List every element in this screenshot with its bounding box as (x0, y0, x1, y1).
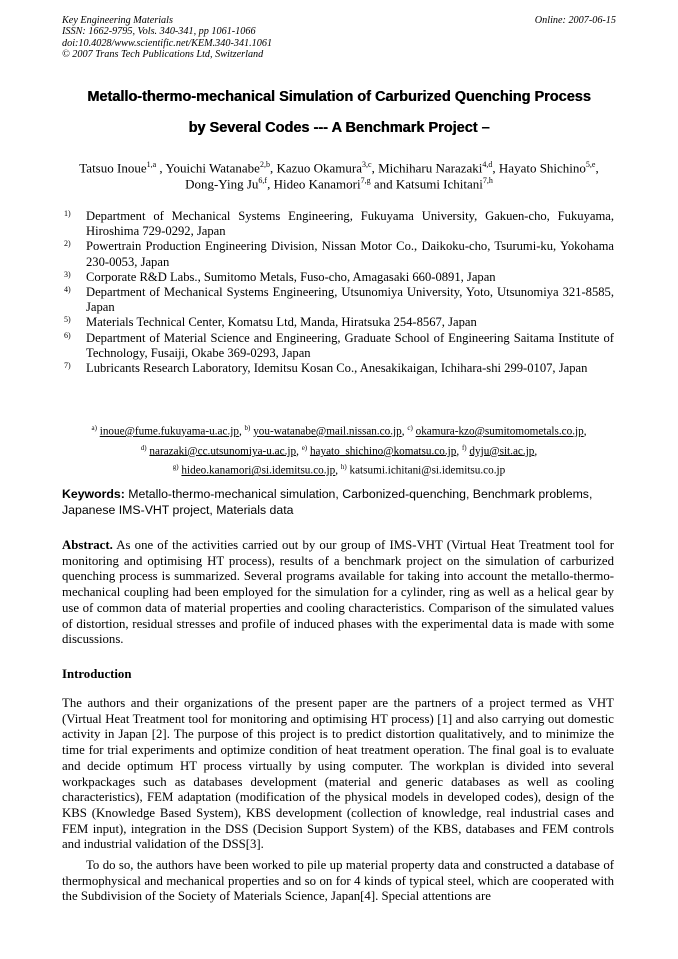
author-separator: and (370, 176, 396, 192)
author-sup: 3,c (362, 160, 372, 169)
affiliation-text: Lubricants Research Laboratory, Idemitsu Kosan Co., Anesakikaigan, Ichihara-shi 299-0107, Japan (86, 361, 588, 376)
author-name: Kazuo Okamura (276, 160, 363, 176)
author-separator: , (156, 160, 166, 176)
introduction-paragraph-2: To do so, the authors have been worked to pile up material property data and constructed a database of thermophysical and mechanical properties and so on for 4 kinds of typical steel, which are cooperated with the Subdivision of the Society of Materials Science, Japan[4]. Special attentions are (62, 858, 614, 904)
affiliation-item (64, 209, 614, 239)
email-link-d[interactable]: narazaki@cc.utsunomiya-u.ac.jp (149, 445, 297, 458)
affiliation-number: 7) (64, 361, 71, 371)
online-date: Online: 2007-06-15 (534, 15, 616, 26)
section-heading-introduction: Introduction (62, 667, 132, 681)
email-line-2: $^{d)}$ narazaki@cc.utsunomiya-u.ac.jp, $^{e)}$ hayato_shichino@komatsu.co.jp, $^{f)}$ dyju@sit.ac.jp, (140, 443, 538, 458)
author-separator: , (267, 176, 274, 192)
email-link-c[interactable]: okamura-kzo@sumitomometals.co.jp (415, 425, 584, 438)
author-sup: 2,b (259, 160, 270, 169)
doi-line: doi:10.4028/www.scientific.net/KEM.340-341.1061 (62, 37, 273, 49)
email-sup: e) (301, 443, 308, 452)
author-sup: 7,h (482, 176, 493, 185)
email-sup: f) (461, 443, 467, 452)
author-separator: , (595, 160, 599, 176)
email-link-b[interactable]: you-watanabe@mail.nissan.co.jp (253, 425, 402, 438)
email-sup: h) (340, 463, 347, 472)
email-link-a[interactable]: inoue@fume.fukuyama-u.ac.jp (99, 425, 239, 438)
author-name: Hayato Shichino (498, 160, 586, 176)
email-line-3: $^{g)}$ hideo.kanamori@si.idemitsu.co.jp, $^{h)}$ katsumi.ichitani@si.idemitsu.co.jp (172, 463, 506, 478)
affiliation-item (64, 315, 614, 330)
copyright-line: © 2007 Trans Tech Publications Ltd, Switzerland (62, 49, 264, 61)
email-sup: c) (407, 424, 413, 432)
affiliation-number: 5) (64, 315, 71, 325)
author-separator: , (371, 160, 379, 176)
affiliation-number: 4) (64, 285, 71, 295)
affiliation-item (64, 331, 614, 361)
issn-line: ISSN: 1662-9795, Vols. 340-341, pp 1061-1066 (62, 26, 256, 38)
affiliation-item (64, 270, 614, 285)
author-name: Michiharu Narazaki (378, 160, 483, 176)
author-separator: , (269, 160, 277, 176)
author-name: Youichi Watanabe (165, 160, 260, 176)
keywords-text: Metallo-thermo-mechanical simulation, Carbonized-quenching, Benchmark problems, Japanese IMS-VHT project, Materials data (62, 487, 593, 517)
author-name: Hideo Kanamori (273, 176, 361, 192)
email-sup: a) (91, 424, 97, 432)
author-sup: 6,f (258, 176, 268, 185)
affiliation-text: Materials Technical Center, Komatsu Ltd, Manda, Hiratsuka 254-8567, Japan (86, 315, 477, 330)
author-separator: , (492, 160, 499, 176)
affiliation-text: Department of Mechanical Systems Engineering, Utsunomiya University, Yoto, Utsunomiya 321-8585, Japan (86, 285, 614, 315)
author-name: Dong-Ying Ju (185, 176, 259, 192)
affiliation-item (64, 285, 614, 315)
paper-title-line-1: Metallo-thermo-mechanical Simulation of Carburized Quenching Process (87, 89, 591, 105)
affiliation-number: 3) (64, 269, 71, 279)
affiliation-number: 2) (64, 239, 71, 249)
affiliation-text: Powertrain Production Engineering Division, Nissan Motor Co., Daikoku-cho, Tsurumi-ku, Yokohama 230-0053, Japan (86, 239, 614, 269)
email-line-1: $^{a)}$ inoue@fume.fukuyama-u.ac.jp, $^{b)}$ you-watanabe@mail.nissan.co.jp, $^{c)}$ okamura-kzo@sumitomometals.co.jp, (91, 424, 587, 438)
email-text-h[interactable]: katsumi.ichitani@si.idemitsu.co.jp (349, 465, 506, 478)
email-link-g[interactable]: hideo.kanamori@si.idemitsu.co.jp (181, 465, 336, 478)
abstract (62, 538, 614, 648)
affiliation-item (64, 361, 614, 376)
author-name: Katsumi Ichitani (395, 176, 483, 192)
affiliation-text: Department of Mechanical Systems Engineering, Fukuyama University, Gakuen-cho, Fukuyama, Hiroshima 729-0292, Japan (86, 209, 614, 239)
abstract-label: Abstract. (62, 538, 113, 552)
paper-title-line-2: by Several Codes --- A Benchmark Project – (188, 120, 490, 136)
email-sup: b) (244, 424, 251, 432)
affiliation-number: 6) (64, 330, 71, 340)
abstract-text: As one of the activities carried out by our group of IMS-VHT (Virtual Heat Treatment tool for monitoring and optimising HT process), results of a benchmark project on the simulation of carburized quenching process is summarized. Several programs available for taking into account the metallo-thermo-mechanical coupling had been employed for the simulation for a cylinder, ring as well as a helical gear by use of common data of material properties and cooling characteristics. Comparison of the simulated values of distortion, residual stresses and profile of induced phases with the experimental data is made with some discussions. (62, 538, 614, 647)
author-name: Tatsuo Inoue (79, 160, 147, 176)
affiliation-text: Department of Material Science and Engineering, Graduate School of Engineering Saitama Institute of Technology, Fusaiji, Okabe 369-0293, Japan (86, 330, 614, 360)
affiliations-list (64, 209, 614, 376)
affiliation-text: Corporate R&D Labs., Sumitomo Metals, Fuso-cho, Amagasaki 660-0891, Japan (86, 269, 496, 284)
author-emails (62, 420, 616, 479)
keywords (62, 486, 614, 518)
author-sup: 1,a (146, 160, 157, 169)
author-sup: 4,d (482, 160, 493, 169)
email-link-e[interactable]: hayato_shichino@komatsu.co.jp (309, 445, 457, 458)
journal-name: Key Engineering Materials (62, 15, 173, 26)
keywords-label: Keywords: (62, 487, 125, 501)
journal-header (62, 15, 616, 61)
email-sup: g) (172, 463, 179, 472)
email-link-f[interactable]: dyju@sit.ac.jp (469, 445, 535, 458)
introduction-paragraph-1: The authors and their organizations of the present paper are the partners of a project termed as VHT (Virtual Heat Treatment tool for monitoring and optimising HT process) [1] and also carrying out domestic activity in Japan [2]. The purpose of this project is to predict distortion qualitatively, and to minimize the time for trial experiments and optimize condition of heat treatment operation. The final goal is to evaluate and decide optimum HT process virtually by using computer. The workplan is divided into several workpackages such as databases development (material and generic databases as well as cooling characteristics), FEM adaptation (modification of the physical models in developed codes), design of the KBS (Knowledge Based System), KBS development (collection of knowledge, real industrial cases and FEM input), integration in the DSS (Decision Support System) of the KBS, databases and FEM controls and industrial validation of the DSS[3]. (62, 696, 614, 852)
authors-line-2 (62, 173, 616, 192)
email-sup: d) (140, 443, 147, 452)
affiliation-number: 1) (64, 209, 71, 218)
author-sup: 7,g (360, 176, 371, 185)
affiliation-item (64, 239, 614, 269)
author-sup: 5,e (585, 160, 596, 169)
